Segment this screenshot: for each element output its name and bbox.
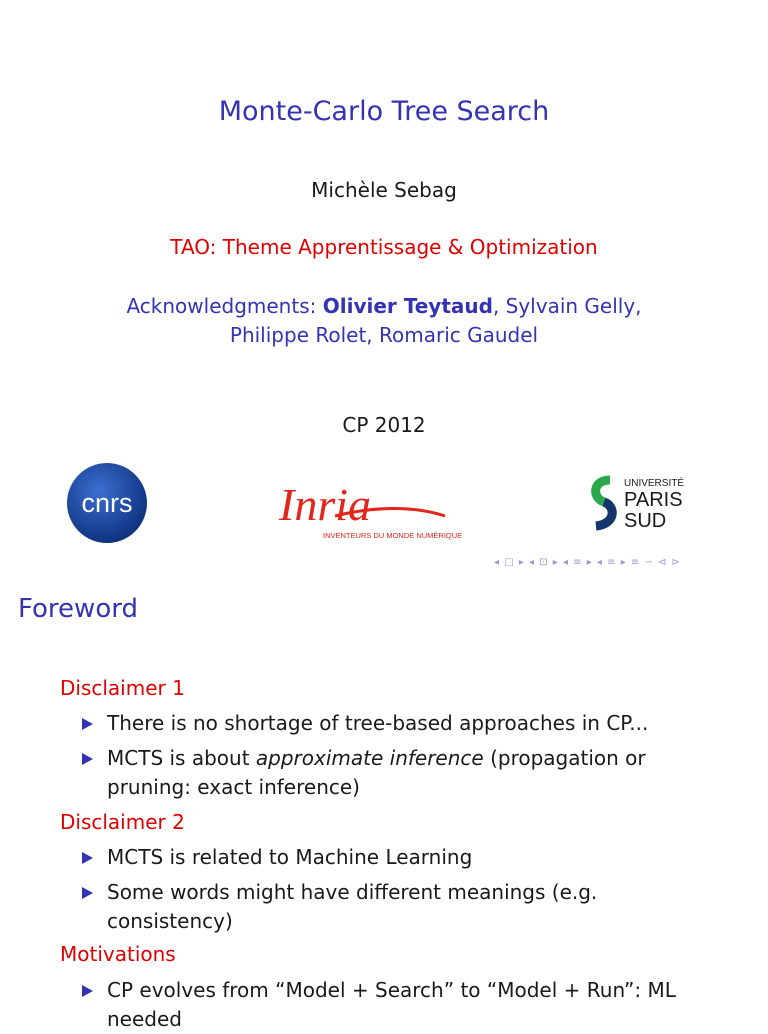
section-disclaimer-2: Disclaimer 2 [60, 810, 185, 834]
acknowledgments [0, 292, 768, 350]
inria-tagline: INVENTEURS DU MONDE NUMÉRIQUE [323, 531, 463, 540]
ack-bold-name: Olivier Teytaud [322, 294, 493, 318]
affiliation: TAO: Theme Apprentissage & Optimization [170, 235, 598, 259]
ack-label: Acknowledgments: [126, 294, 317, 318]
paris-sud-line1: UNIVERSITÉ [624, 478, 685, 489]
paris-sud-line2: PARIS [624, 489, 683, 511]
inria-logo [275, 476, 463, 542]
triangle-bullet-icon [82, 887, 93, 899]
triangle-bullet-icon [82, 753, 93, 765]
triangle-bullet-icon [82, 718, 93, 730]
paris-sud-line3: SUD [624, 510, 667, 532]
author-name: Michèle Sebag [311, 178, 457, 202]
section-motivations: Motivations [60, 942, 176, 966]
triangle-bullet-icon [82, 852, 93, 864]
slide-title: Monte-Carlo Tree Search [218, 96, 550, 127]
cnrs-logo [66, 462, 148, 544]
conference-label: CP 2012 [342, 413, 426, 437]
beamer-nav-controls[interactable]: ◂ □ ▸ ◂ ⊡ ▸ ◂ ≡ ▸ ◂ ≡ ▸ ≡ ∽ ⊲ ⊳ [494, 557, 681, 568]
ack-rest: , Sylvain Gelly, [492, 294, 642, 318]
ack-line2: Philippe Rolet, Romaric Gaudel [229, 323, 539, 347]
triangle-bullet-icon [82, 985, 93, 997]
paris-sud-logo [588, 474, 698, 532]
inria-logo-text: Inria [279, 479, 371, 530]
foreword-slide: Foreword Disclaimer 1 There is no shortage of tree-based approaches in CP... MCTS is about approximate inference (propagation or pruning: exact inference) Disclaimer 2 MCTS is related to Machine Learning Some words might have different meanings (e.g. consistency) Motivations CP evolves from “Model + Search” to “Model + Run”: ML needed [18, 594, 676, 1031]
cnrs-logo-text: cnrs [81, 488, 133, 518]
frame-title: Foreword [18, 594, 138, 624]
section-disclaimer-1: Disclaimer 1 [60, 676, 185, 700]
